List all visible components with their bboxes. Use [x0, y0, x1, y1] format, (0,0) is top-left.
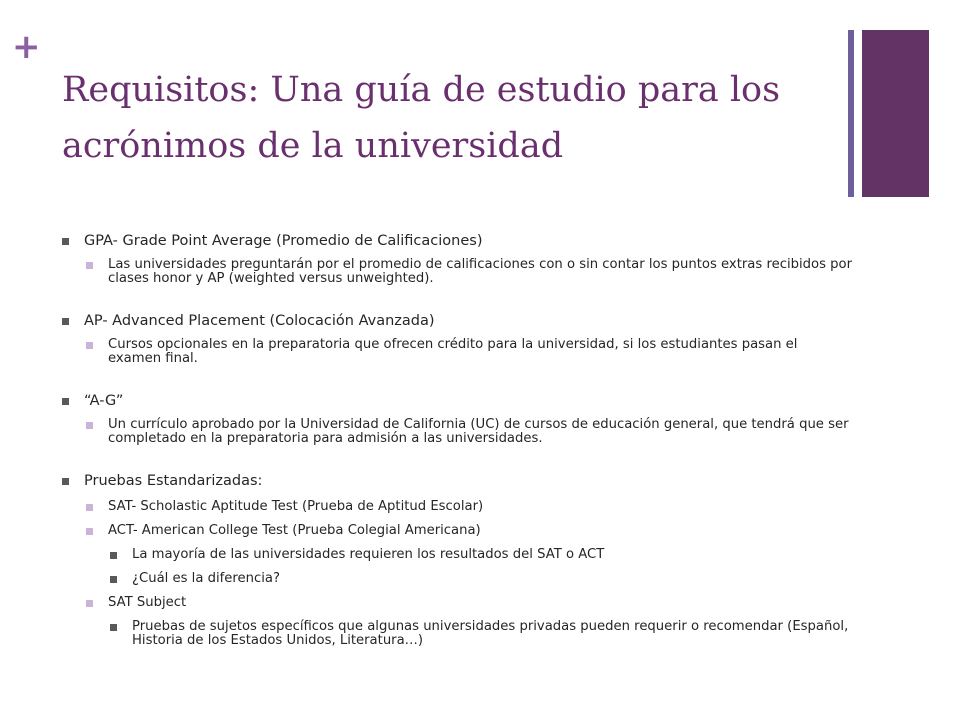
- list-subitem: [86, 258, 852, 286]
- bullet-icon: [110, 624, 117, 631]
- list-item-a-g: [62, 392, 852, 410]
- bullet-icon: [86, 342, 93, 349]
- list-subitem: [86, 418, 852, 446]
- plus-icon: +: [12, 27, 41, 67]
- list-item-text: AP- Advanced Placement (Colocación Avanzada): [84, 313, 435, 329]
- list-subsubitem: [110, 572, 852, 586]
- list-subitem-text: SAT- Scholastic Aptitude Test (Prueba de Aptitud Escolar): [108, 499, 484, 514]
- decorative-purple-bar: [862, 30, 929, 197]
- list-subitem-text: SAT Subject: [108, 595, 187, 610]
- bullet-icon: [62, 238, 69, 245]
- list-item-text: Pruebas Estandarizadas:: [84, 473, 263, 489]
- bullet-icon: [62, 478, 69, 485]
- slide-body: [62, 232, 852, 648]
- list-subsubitem: [110, 548, 852, 562]
- list-subsubitem-text: ¿Cuál es la diferencia?: [132, 571, 281, 586]
- list-item-gpa: [62, 232, 852, 250]
- list-subitem: [86, 596, 852, 610]
- bullet-icon: [86, 422, 93, 429]
- list-subitem-text: ACT- American College Test (Prueba Colegial Americana): [108, 523, 481, 538]
- list-subitem-text: Las universidades preguntarán por el promedio de calificaciones con o sin contar los puntos extras recibidos por clases honor y AP (weighted versus unweighted).: [108, 257, 853, 286]
- bullet-icon: [110, 576, 117, 583]
- list-subitem: [86, 524, 852, 538]
- list-item-text: GPA- Grade Point Average (Promedio de Calificaciones): [84, 233, 483, 249]
- bullet-icon: [86, 528, 93, 535]
- bullet-icon: [62, 398, 69, 405]
- slide-title: Requisitos: Una guía de estudio para los acrónimos de la universidad: [62, 70, 781, 166]
- list-subitem-text: Cursos opcionales en la preparatoria que ofrecen crédito para la universidad, si los estudiantes pasan el examen final.: [108, 337, 798, 366]
- list-subsubitem-text: Pruebas de sujetos específicos que algunas universidades privadas pueden requerir o recomendar (Español, Historia de los Estados Unidos, Literatura…): [132, 619, 849, 648]
- list-subitem: [86, 338, 852, 366]
- list-item-pruebas: [62, 472, 852, 490]
- bullet-icon: [86, 262, 93, 269]
- list-subitem-text: Un currículo aprobado por la Universidad de California (UC) de cursos de educación general, que tendrá que ser completado en la preparatoria para admisión a las universidades.: [108, 417, 849, 446]
- decorative-thin-bar: [848, 30, 854, 197]
- bullet-icon: [86, 600, 93, 607]
- list-item-ap: [62, 312, 852, 330]
- list-subsubitem: [110, 620, 852, 648]
- list-item-text: “A-G”: [84, 393, 124, 409]
- bullet-icon: [110, 552, 117, 559]
- bullet-icon: [62, 318, 69, 325]
- bullet-icon: [86, 504, 93, 511]
- list-subsubitem-text: La mayoría de las universidades requieren los resultados del SAT o ACT: [132, 547, 605, 562]
- list-subitem: [86, 500, 852, 514]
